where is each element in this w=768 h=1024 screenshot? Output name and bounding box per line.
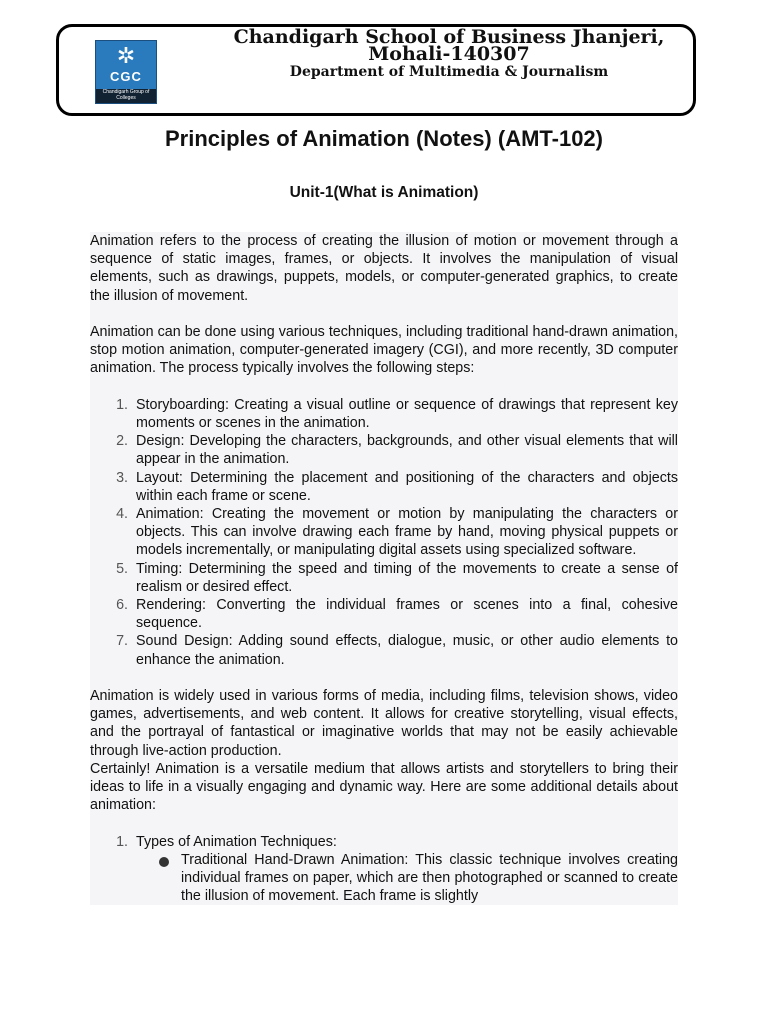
institute-name: Chandigarh School of Business Jhanjeri, Mohali-140307 xyxy=(233,26,665,65)
gear-emblem-icon: ✲ xyxy=(116,44,136,69)
department-name: Department of Multimedia & Journalism xyxy=(289,64,609,80)
list-item-text: Storyboarding: Creating a visual outline or sequence of drawings that represent key moments or scenes in the animation. xyxy=(136,396,678,431)
logo-abbr: CGC xyxy=(110,69,142,84)
paragraph-versatile: Certainly! Animation is a versatile medium that allows artists and storytellers to bring their ideas to life in a visually engaging and dynamic way. Here are some additional details about animation: xyxy=(90,760,678,814)
list-item xyxy=(90,596,678,632)
list-number: 2. xyxy=(116,433,128,450)
logo-subtitle: Chandigarh Group of Colleges xyxy=(96,89,156,103)
paragraph-techniques: Animation can be done using various techniques, including traditional hand-drawn animation, stop motion animation, computer-generated imagery (CGI), and more recently, 3D computer animation. The process typically involves the following steps: xyxy=(90,324,678,377)
list-item xyxy=(90,632,678,668)
paragraph-uses: Animation is widely used in various forms of media, including films, television shows, video games, advertisements, and web content. It allows for creative storytelling, visual effects, and the portrayal of fantastical or imaginative worlds that may not be easily achievable through live-action production. xyxy=(90,688,678,759)
list-item-text: Sound Design: Adding sound effects, dialogue, music, or other audio elements to enhance the animation. xyxy=(136,633,678,668)
bullet-item-text: Traditional Hand-Drawn Animation: This classic technique involves creating individual frames on paper, which are then photographed or scanned to create the illusion of movement. Each frame is slightly xyxy=(181,851,678,905)
list-number: 7. xyxy=(116,633,128,650)
list-item xyxy=(90,432,678,468)
unit-title: Unit-1(What is Animation) xyxy=(289,184,479,201)
steps-list xyxy=(90,396,678,669)
list-item xyxy=(90,396,678,432)
list-number: 3. xyxy=(116,469,128,486)
list-item-text: Layout: Determining the placement and positioning of the characters and objects within each frame or scene. xyxy=(136,469,678,504)
list-item xyxy=(90,560,678,596)
notes-body xyxy=(90,232,678,905)
list-item xyxy=(90,833,678,851)
document-title: Principles of Animation (Notes) (AMT-102) xyxy=(164,126,603,151)
list-number: 5. xyxy=(116,560,128,577)
list-number: 4. xyxy=(116,506,128,523)
list-number: 1. xyxy=(116,396,128,413)
list-item-text: Animation: Creating the movement or motion by manipulating the characters or objects. This can involve drawing each frame by hand, moving physical puppets or models incrementally, or manipulating digital assets using specialized software. xyxy=(136,506,678,559)
list-number: 1. xyxy=(116,833,128,850)
header-box xyxy=(56,24,696,116)
list-item-text: Types of Animation Techniques: xyxy=(136,833,337,850)
paragraph-intro: Animation refers to the process of creating the illusion of motion or movement through a sequence of static images, frames, or objects. It involves the manipulation of visual elements, such as drawings, puppets, models, or computer-generated graphics, to create the illusion of movement. xyxy=(90,233,678,304)
bullet-item xyxy=(90,851,678,906)
list-item-text: Timing: Determining the speed and timing of the movements to create a sense of realism or desired effect. xyxy=(136,560,678,595)
list-number: 6. xyxy=(116,597,128,614)
list-item-text: Design: Developing the characters, backgrounds, and other visual elements that will appear in the animation. xyxy=(136,433,678,468)
list-item-text: Rendering: Converting the individual frames or scenes into a final, cohesive sequence. xyxy=(136,597,678,632)
cgc-logo xyxy=(95,40,157,104)
list-item xyxy=(90,469,678,505)
list-item xyxy=(90,505,678,560)
bullet-icon xyxy=(159,857,169,867)
